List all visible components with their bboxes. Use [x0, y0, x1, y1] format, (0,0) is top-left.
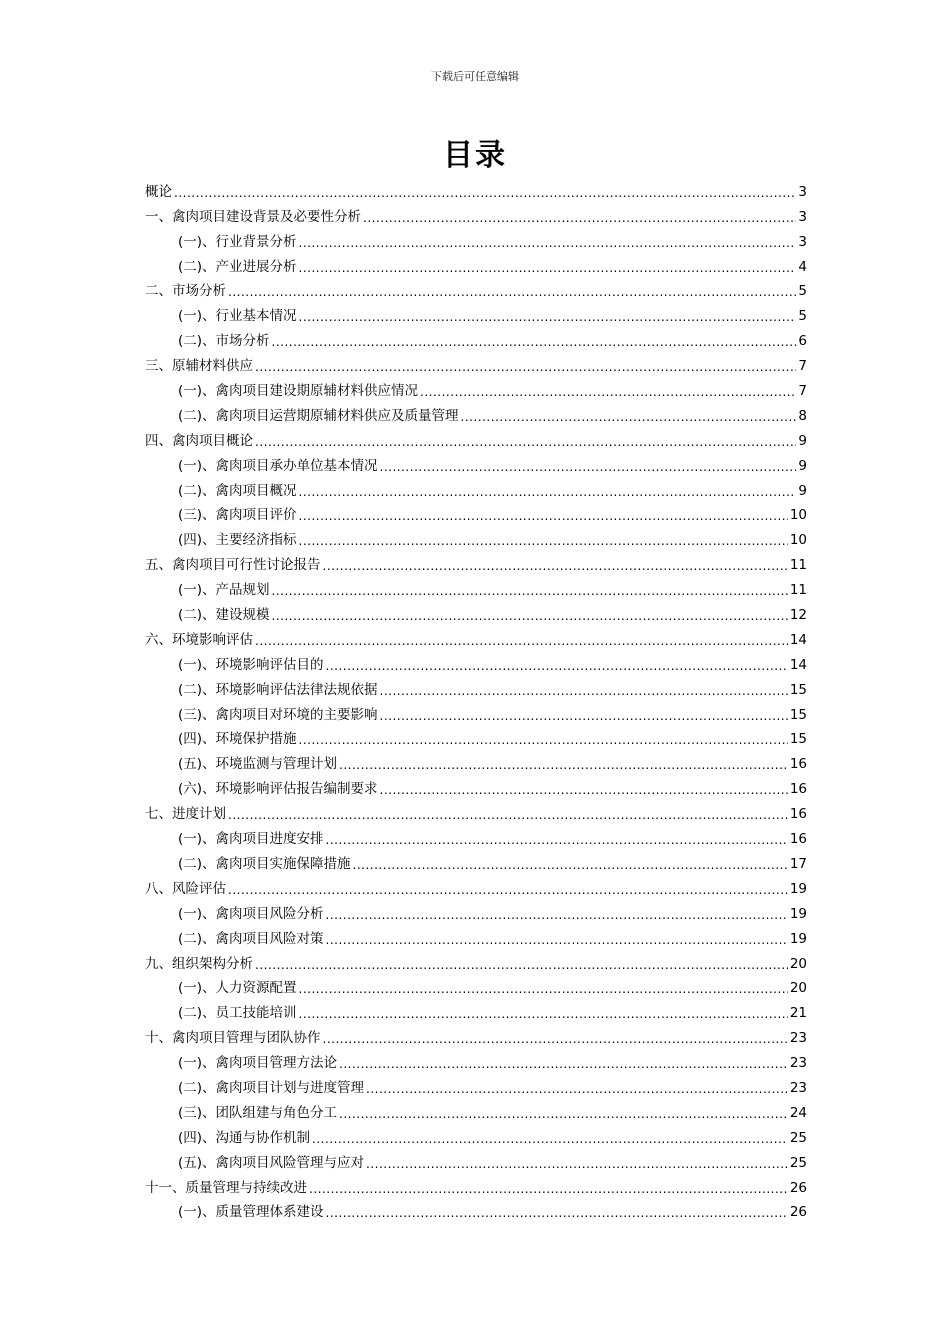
toc-entry-title: (二)、环境影响评估法律法规依据 — [178, 681, 378, 698]
toc-entry-page-number: 26 — [789, 1179, 807, 1196]
toc-dot-leader — [339, 1056, 788, 1072]
toc-entry-page-number: 11 — [789, 582, 807, 599]
toc-entry[interactable] — [145, 649, 807, 674]
toc-entry-page-number: 24 — [789, 1104, 807, 1121]
toc-entry[interactable] — [145, 251, 807, 276]
toc-entry-page-number: 20 — [789, 955, 807, 972]
toc-entry[interactable] — [145, 798, 807, 823]
toc-dot-leader — [380, 708, 788, 724]
toc-dot-leader — [228, 882, 788, 898]
toc-entry[interactable] — [145, 1022, 807, 1047]
toc-entry-title: 六、环境影响评估 — [145, 631, 253, 648]
toc-entry-page-number: 9 — [798, 482, 807, 499]
toc-dot-leader — [380, 683, 788, 699]
toc-entry-page-number: 26 — [789, 1204, 807, 1221]
toc-dot-leader — [461, 409, 797, 425]
toc-entry[interactable] — [145, 1147, 807, 1172]
toc-entry[interactable] — [145, 724, 807, 749]
toc-dot-leader — [326, 932, 788, 948]
toc-entry[interactable] — [145, 350, 807, 375]
toc-entry[interactable] — [145, 300, 807, 325]
toc-dot-leader — [255, 434, 796, 450]
toc-entry-page-number: 25 — [789, 1129, 807, 1146]
toc-dot-leader — [299, 732, 788, 748]
toc-entry[interactable] — [145, 375, 807, 400]
toc-dot-leader — [312, 1131, 788, 1147]
toc-entry-title: (一)、行业基本情况 — [178, 308, 297, 325]
toc-entry[interactable] — [145, 500, 807, 525]
toc-dot-leader — [380, 459, 797, 475]
toc-entry-title: (二)、禽肉项目运营期原辅材料供应及质量管理 — [178, 407, 459, 424]
toc-entry-title: 二、市场分析 — [145, 283, 226, 300]
toc-entry-title: (二)、产业进展分析 — [178, 258, 297, 275]
toc-entry-page-number: 19 — [789, 905, 807, 922]
toc-entry[interactable] — [145, 1047, 807, 1072]
toc-entry-page-number: 14 — [789, 656, 807, 673]
toc-entry-page-number: 25 — [789, 1154, 807, 1171]
toc-entry[interactable] — [145, 823, 807, 848]
toc-entry-title: (一)、禽肉项目风险分析 — [178, 905, 324, 922]
toc-entry-page-number: 15 — [789, 706, 807, 723]
toc-dot-leader — [299, 1006, 788, 1022]
page-title: 目录 — [443, 138, 507, 173]
toc-entry[interactable] — [145, 1197, 807, 1222]
toc-entry-title: 八、风险评估 — [145, 880, 226, 897]
toc-entry-page-number: 9 — [798, 457, 807, 474]
toc-entry-title: 一、禽肉项目建设背景及必要性分析 — [145, 208, 361, 225]
toc-dot-leader — [299, 981, 788, 997]
toc-entry[interactable] — [145, 948, 807, 973]
toc-entry-title: (三)、禽肉项目对环境的主要影响 — [178, 706, 378, 723]
toc-entry-page-number: 7 — [798, 383, 807, 400]
toc-dot-leader — [299, 309, 797, 325]
toc-entry-page-number: 7 — [798, 358, 807, 375]
toc-entry[interactable] — [145, 176, 807, 201]
toc-entry[interactable] — [145, 475, 807, 500]
toc-entry-title: 三、原辅材料供应 — [145, 358, 253, 375]
toc-entry[interactable] — [145, 848, 807, 873]
toc-dot-leader — [326, 832, 788, 848]
toc-dot-leader — [323, 558, 788, 574]
toc-entry-page-number: 23 — [789, 1079, 807, 1096]
table-of-contents — [145, 176, 807, 1221]
toc-entry[interactable] — [145, 997, 807, 1022]
toc-entry[interactable] — [145, 524, 807, 549]
toc-entry-title: (二)、禽肉项目概况 — [178, 482, 297, 499]
toc-entry-page-number: 23 — [789, 1030, 807, 1047]
toc-entry-title: 十一、质量管理与持续改进 — [145, 1179, 307, 1196]
toc-entry-title: 概论 — [145, 183, 172, 200]
toc-entry-title: (二)、建设规模 — [178, 607, 270, 624]
toc-entry-title: (三)、团队组建与角色分工 — [178, 1104, 338, 1121]
toc-entry[interactable] — [145, 674, 807, 699]
toc-entry-page-number: 9 — [798, 432, 807, 449]
toc-entry[interactable] — [145, 1172, 807, 1197]
toc-entry[interactable] — [145, 923, 807, 948]
toc-dot-leader — [366, 1081, 788, 1097]
toc-dot-leader — [299, 533, 788, 549]
toc-entry[interactable] — [145, 400, 807, 425]
toc-entry-page-number: 19 — [789, 880, 807, 897]
toc-dot-leader — [323, 1031, 788, 1047]
toc-entry[interactable] — [145, 624, 807, 649]
toc-entry-page-number: 10 — [789, 507, 807, 524]
toc-entry[interactable] — [145, 425, 807, 450]
toc-entry-page-number: 21 — [789, 1005, 807, 1022]
toc-dot-leader — [272, 334, 797, 350]
toc-entry[interactable] — [145, 549, 807, 574]
toc-entry-page-number: 16 — [789, 756, 807, 773]
toc-entry-title: (二)、员工技能培训 — [178, 1005, 297, 1022]
toc-entry[interactable] — [145, 748, 807, 773]
toc-dot-leader — [326, 907, 788, 923]
toc-dot-leader — [299, 260, 797, 276]
toc-entry-title: (一)、质量管理体系建设 — [178, 1204, 324, 1221]
toc-dot-leader — [228, 284, 796, 300]
toc-entry-title: (一)、禽肉项目承办单位基本情况 — [178, 457, 378, 474]
toc-entry[interactable] — [145, 973, 807, 998]
toc-entry-title: (一)、环境影响评估目的 — [178, 656, 324, 673]
toc-entry-title: (二)、禽肉项目风险对策 — [178, 930, 324, 947]
toc-entry-page-number: 5 — [798, 308, 807, 325]
toc-entry-title: (一)、禽肉项目进度安排 — [178, 831, 324, 848]
toc-entry[interactable] — [145, 1072, 807, 1097]
toc-dot-leader — [299, 508, 788, 524]
toc-entry[interactable] — [145, 450, 807, 475]
toc-entry[interactable] — [145, 699, 807, 724]
toc-entry-page-number: 6 — [798, 333, 807, 350]
toc-entry-page-number: 23 — [789, 1055, 807, 1072]
toc-entry-title: 九、组织架构分析 — [145, 955, 253, 972]
toc-entry[interactable] — [145, 599, 807, 624]
toc-entry[interactable] — [145, 226, 807, 251]
toc-entry-page-number: 3 — [798, 183, 807, 200]
toc-entry-page-number: 16 — [789, 831, 807, 848]
toc-dot-leader — [366, 1156, 788, 1172]
toc-entry-title: (二)、市场分析 — [178, 333, 270, 350]
toc-dot-leader — [420, 384, 796, 400]
toc-entry-title: (四)、沟通与协作机制 — [178, 1129, 311, 1146]
toc-entry-title: (四)、主要经济指标 — [178, 532, 297, 549]
toc-dot-leader — [326, 658, 788, 674]
toc-entry-title: (六)、环境影响评估报告编制要求 — [178, 781, 378, 798]
toc-dot-leader — [272, 608, 788, 624]
toc-entry-page-number: 17 — [789, 855, 807, 872]
toc-entry-page-number: 10 — [789, 532, 807, 549]
toc-dot-leader — [299, 235, 797, 251]
toc-entry[interactable] — [145, 574, 807, 599]
toc-dot-leader — [255, 359, 796, 375]
toc-entry-page-number: 20 — [789, 980, 807, 997]
toc-entry-page-number: 11 — [789, 557, 807, 574]
toc-entry-page-number: 5 — [798, 283, 807, 300]
toc-entry-page-number: 12 — [789, 607, 807, 624]
toc-dot-leader — [255, 957, 788, 973]
toc-entry[interactable] — [145, 1122, 807, 1147]
toc-entry-title: (四)、环境保护措施 — [178, 731, 297, 748]
toc-entry[interactable] — [145, 1097, 807, 1122]
toc-entry-page-number: 4 — [798, 258, 807, 275]
toc-entry-title: (一)、产品规划 — [178, 582, 270, 599]
toc-entry-title: (一)、人力资源配置 — [178, 980, 297, 997]
toc-entry[interactable] — [145, 873, 807, 898]
toc-entry[interactable] — [145, 325, 807, 350]
toc-entry[interactable] — [145, 773, 807, 798]
toc-entry[interactable] — [145, 898, 807, 923]
toc-entry-title: 五、禽肉项目可行性讨论报告 — [145, 557, 321, 574]
toc-entry-title: (一)、行业背景分析 — [178, 233, 297, 250]
toc-dot-leader — [272, 583, 788, 599]
toc-entry-page-number: 16 — [789, 806, 807, 823]
toc-entry-title: (一)、禽肉项目管理方法论 — [178, 1055, 338, 1072]
toc-dot-leader — [326, 1205, 788, 1221]
toc-entry-page-number: 16 — [789, 781, 807, 798]
toc-dot-leader — [309, 1181, 788, 1197]
toc-dot-leader — [228, 807, 788, 823]
toc-entry[interactable] — [145, 276, 807, 301]
toc-dot-leader — [353, 857, 788, 873]
toc-dot-leader — [339, 757, 788, 773]
toc-dot-leader — [339, 1106, 788, 1122]
toc-entry-title: 四、禽肉项目概论 — [145, 432, 253, 449]
toc-dot-leader — [380, 782, 788, 798]
toc-entry-page-number: 8 — [798, 407, 807, 424]
toc-entry-page-number: 15 — [789, 731, 807, 748]
toc-dot-leader — [363, 210, 796, 226]
toc-dot-leader — [299, 484, 797, 500]
toc-entry-title: (二)、禽肉项目计划与进度管理 — [178, 1079, 365, 1096]
toc-dot-leader — [174, 185, 796, 201]
toc-entry-title: 十、禽肉项目管理与团队协作 — [145, 1030, 321, 1047]
toc-entry-title: (五)、禽肉项目风险管理与应对 — [178, 1154, 365, 1171]
toc-entry-page-number: 3 — [798, 233, 807, 250]
toc-dot-leader — [255, 633, 788, 649]
toc-entry-page-number: 19 — [789, 930, 807, 947]
toc-entry-title: (五)、环境监测与管理计划 — [178, 756, 338, 773]
toc-entry-title: 七、进度计划 — [145, 806, 226, 823]
toc-entry-page-number: 14 — [789, 631, 807, 648]
toc-entry[interactable] — [145, 201, 807, 226]
page-header-note: 下载后可任意编辑 — [431, 70, 519, 83]
toc-entry-title: (三)、禽肉项目评价 — [178, 507, 297, 524]
toc-entry-title: (二)、禽肉项目实施保障措施 — [178, 855, 351, 872]
toc-entry-page-number: 15 — [789, 681, 807, 698]
toc-entry-page-number: 3 — [798, 208, 807, 225]
toc-entry-title: (一)、禽肉项目建设期原辅材料供应情况 — [178, 383, 419, 400]
